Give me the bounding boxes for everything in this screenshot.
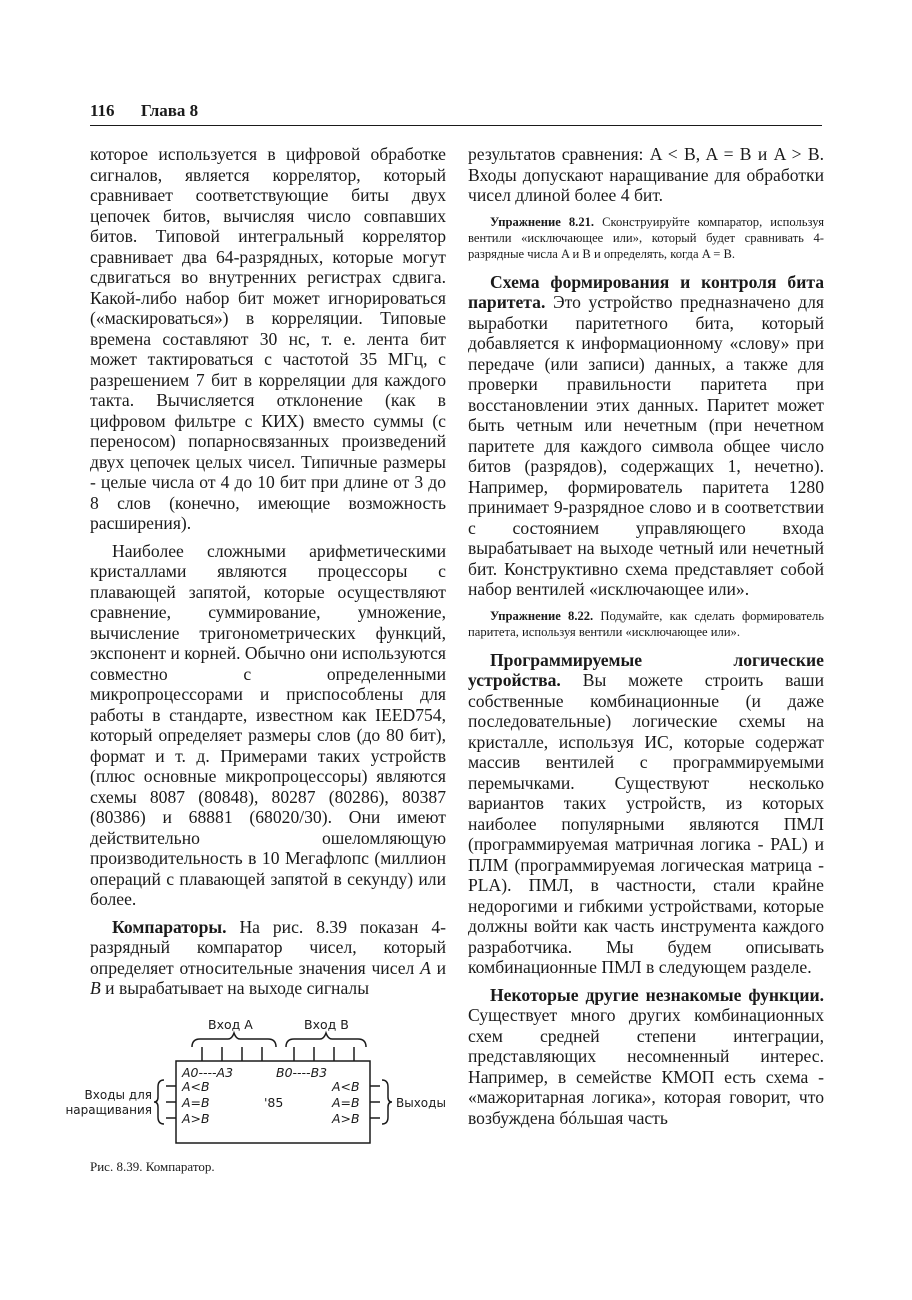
chip-id-label: '85 (264, 1094, 284, 1110)
comparators-and: и (430, 957, 446, 978)
page-number: 116 (90, 101, 115, 120)
left-gt-label: A>B (182, 1110, 210, 1126)
right-gt-label: A>B (332, 1110, 360, 1126)
comparator-figure (65, 1016, 470, 1147)
comparators-text-b: и вырабатывает на выходе сигналы (100, 978, 370, 998)
brace-input-b (286, 1033, 366, 1047)
comparators-text-a: На рис. 8.39 показан 4-разрядный компаратор чисел, который определяет относительные значения чисел (90, 916, 446, 978)
right-eq-label: A=B (332, 1094, 360, 1110)
exercise-8-22-text: Подумайте, как сделать формирователь паритета, используя вентили «исключающее или». (468, 608, 824, 639)
pld-heading: Программируемые логические устройства. (468, 649, 824, 690)
figure-caption: Рис. 8.39. Компаратор. (90, 1158, 215, 1174)
exercise-8-21-heading: Упражнение 8.21. (490, 214, 595, 229)
paragraph-pld (468, 650, 824, 978)
left-column (65, 144, 446, 1175)
paragraph-comparison-results: результатов сравнения: A < B, A = B и A > B. Входы допускают наращивание для обработки чисел длиной более 4 бит. (468, 144, 824, 205)
a-range-label: A0----A3 (182, 1064, 234, 1080)
paragraph-parity (468, 272, 824, 600)
left-lt-label: A<B (182, 1078, 210, 1094)
other-functions-heading: Некоторые другие незнакомые функции. (490, 984, 824, 1005)
var-b: B (90, 978, 101, 998)
exercise-8-21 (468, 214, 824, 262)
outputs-label: Выходы (396, 1095, 446, 1110)
paragraph-floating-point: Наиболее сложными арифметическими кристаллами являются процессоры с плавающей запятой, которые осуществляют сравнение, суммирование, умножение, вычисление тригонометрических функций, экспонент и корней. Обычно они используются совместно с определенными микропроцессорами и приспособлены для работы в стандарте, известном как IEED754, который определяет размеры слов (до 80 бит), формат и т. д. Примерами таких устройств (плюс основные микропроцессоры) являются схемы 8087 (80848), 80287 (80286), 80387 (80386) и 68881 (68020/30). Они имеют действительно ошеломляющую производительность в 10 Мегафлопс (миллион операций с плавающей запятой в секунду) или более. (90, 540, 446, 909)
comparators-heading: Компараторы. (112, 916, 227, 937)
chapter-title: Глава 8 (140, 101, 199, 120)
parity-heading: Схема формирования и контроля бита паритета. (468, 271, 824, 312)
exercise-8-22 (468, 608, 824, 640)
input-b-label: Вход В (304, 1016, 349, 1032)
right-column (468, 144, 824, 1128)
left-eq-label: A=B (182, 1094, 210, 1110)
page-header (90, 101, 822, 126)
b-range-label: B0----B3 (276, 1064, 328, 1080)
paragraph-other-functions (468, 985, 824, 1129)
comparator-diagram (65, 1016, 460, 1147)
brace-input-a (192, 1033, 276, 1047)
paragraph-comparators (90, 917, 446, 999)
brace-cascade (154, 1080, 164, 1124)
other-functions-text: Существует много других комбинационных схем средней степени интеграции, представляющих несомненный интерес. Например, в семействе КМОП есть схема - «мажоритарная логика», которая говорит, что возбуждена бóльшая часть (468, 1005, 824, 1128)
parity-text: Это устройство предназначено для выработки паритетного бита, который добавляется к информационному «слову» при передаче (или записи) данных, а также для проверки правильности паритета при восстановлении этих данных. Паритет может быть четным или нечетным (при нечетном паритете для каждого символа общее число битов (разрядов), содержащих 1, нечетно). Например, формирователь паритета 1280 принимает 9-разрядное слово и в соответствии с состоянием управляющего входа вырабатывает на выходе четный или нечетный бит. Конструктивно схема представляет собой набор вентилей «исключающее или». (468, 292, 824, 599)
pld-text: Вы можете строить ваши собственные комбинационные (и даже последовательные) логические схемы на кристалле, используя ИС, которые содержат массив вентилей с программируемыми перемычками. Существуют несколько вариантов таких устройств, из которых наиболее популярными являются ПМЛ (программируемая матричная логика - PAL) и ПЛМ (программируемая логическая матрица - PLA). ПМЛ, в частности, стали крайне недорогими и гибкими устройствами, которые должны войти как часть инструмента каждого разработчика. Мы будем описывать комбинационные ПМЛ в следующем разделе. (468, 670, 824, 977)
brace-outputs (382, 1080, 392, 1124)
cascade-label-1: Входы для (84, 1087, 152, 1102)
cascade-label-2: наращивания (65, 1102, 152, 1117)
exercise-8-22-heading: Упражнение 8.22. (490, 608, 594, 623)
paragraph-correlator: которое используется в цифровой обработке сигналов, является коррелятор, который сравнивает соответствующие биты двух цепочек битов, вычисляя число совпавших битов. Типовой интегральный коррелятор сравнивает два 64-разрядных, которые могут сдвигаться во внутренних регистрах сдвига. Какой-либо набор бит может игнорироваться («маскироваться») в корреляции. Типовые времена составляют 30 нс, т. е. лента бит может тактироваться с частотой 35 МГц, с разрешением 7 бит в корреляции для каждого такта. Вычисляется отклонение (как в цифровом фильтре с КИХ) вместо суммы (с переносом) попарносвязанных произведений двух цепочек целых чисел. Типичные размеры - целые числа от 4 до 10 бит при длине от 3 до 8 слов (конечно, имеющие возможность расширения). (90, 144, 446, 533)
var-a: A (420, 957, 431, 978)
exercise-8-21-text: Сконструируйте компаратор, используя вентили «исключающее или», который будет сравнивать 4-разрядные числа A и B и определять, когда A = B. (468, 214, 824, 261)
input-a-label: Вход А (208, 1016, 253, 1032)
right-lt-label: A<B (332, 1078, 360, 1094)
